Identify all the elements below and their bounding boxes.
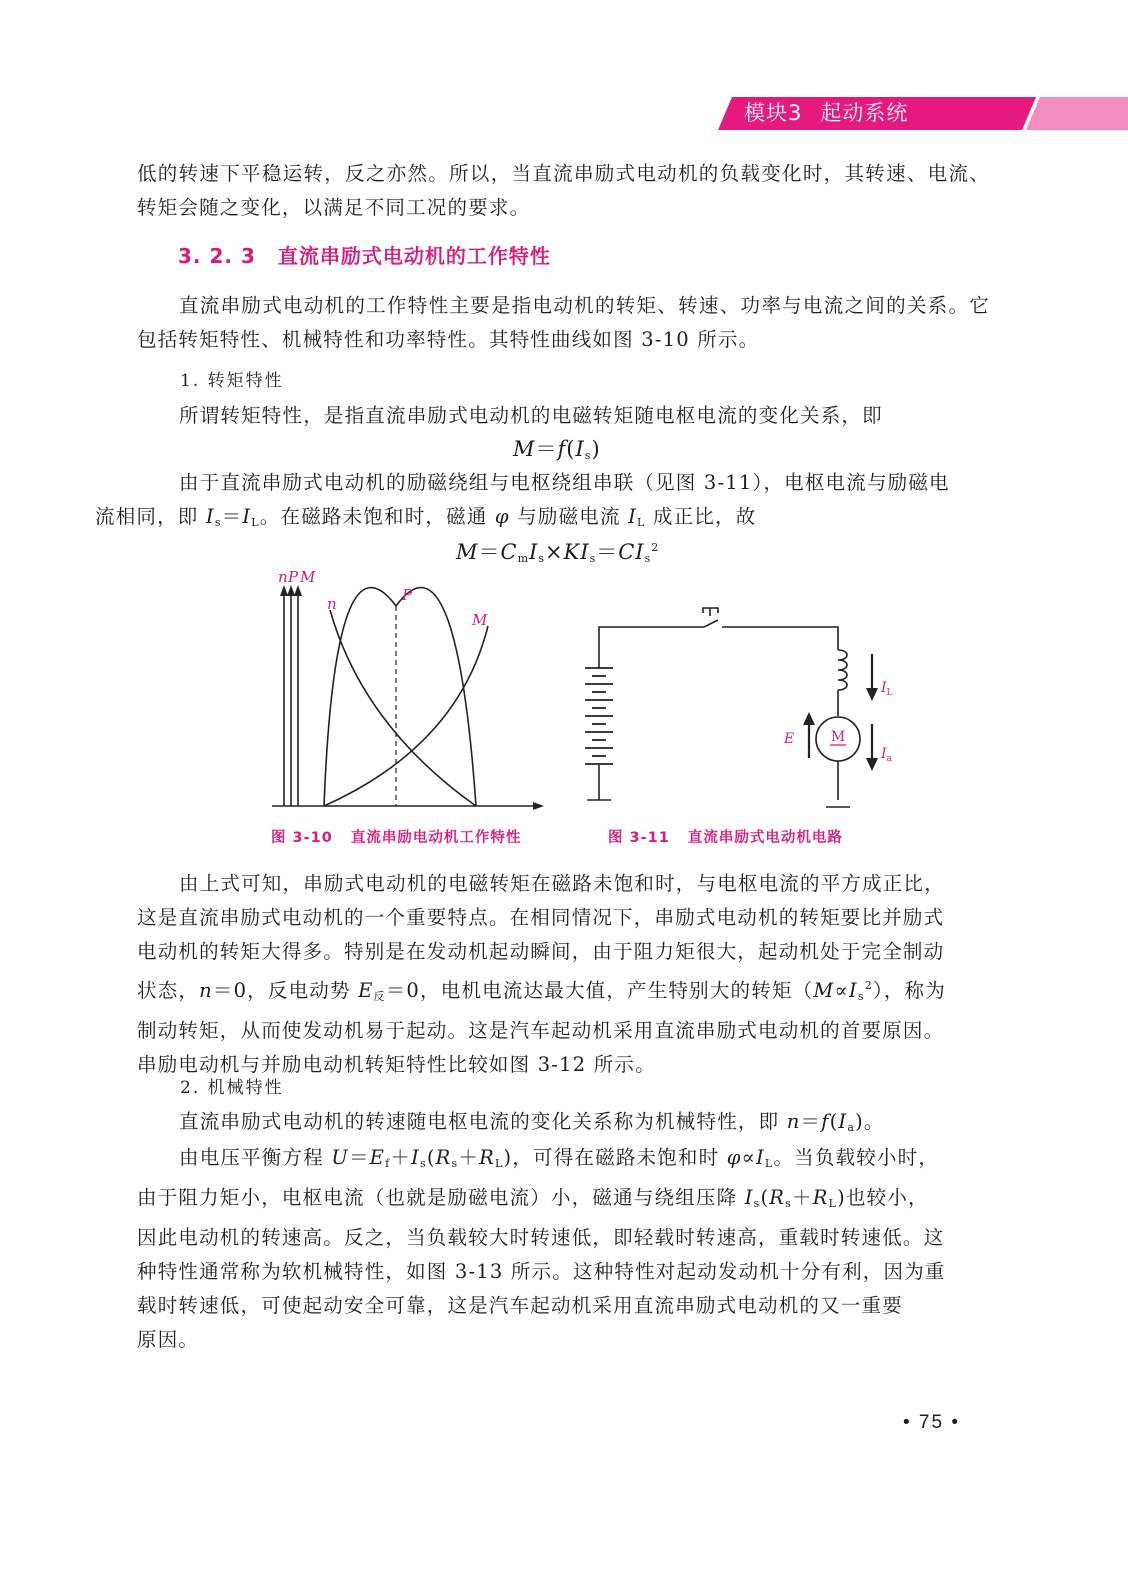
mech-line4: 种特性通常称为软机械特性，如图 3-13 所示。这种特性对起动发动机十分有利，因为重 <box>137 1260 946 1283</box>
formula1-I: I <box>575 437 585 461</box>
conclusion-l4d: ），称为 <box>872 979 946 1002</box>
mech-line5: 载时转速低，可使起动安全可靠，这是汽车起动机采用直流串励式电动机的又一重要 <box>137 1294 903 1317</box>
e-label: E <box>784 731 795 747</box>
formula1-close: ) <box>591 437 601 461</box>
formula1-lhs: M <box>513 437 536 461</box>
series-l2d: 成正比，故 <box>645 505 757 528</box>
mech-l2a: 由于阻力矩小，电枢电流（也就是励磁电流）小，磁通与绕组压降 <box>137 1186 745 1209</box>
series-line1: 由于直流串励式电动机的励磁绕组与电枢绕组串联（见图 3-11），电枢电流与励磁电 <box>179 471 950 494</box>
mechanical-paragraph: 由电压平衡方程 $U=E_f+I_s(R_s+R_L)$，可得在磁路未饱和时 $\varphi\propto I_L$。当负载较小时， 由于阻力矩小，电枢电流（也就是励磁电流）小，磁通与绕组压降 $I_s(R_s+R_L)$也较小， 因此电动机的转速高。反之，当负载较大时转速低，即轻载时转速高，重载时转速低。这 种特性通常称为软机械特性，如图 3-13 所示。这种特性对起动发动机十分有利，因为重 载时转速低，可使起动安全可靠，这是汽车起动机采用直流串励式电动机的又一重要 原因。 <box>137 1146 946 1351</box>
figure1-caption <box>271 826 521 847</box>
figure2-caption-number: 图 3-11 <box>608 830 670 846</box>
series-l2b: 。在磁路未饱和时，磁通 <box>259 505 495 528</box>
figure2-caption-text: 直流串励式电动机电路 <box>687 830 843 846</box>
motor-label: M <box>830 729 846 745</box>
wire-top-right <box>722 627 838 650</box>
conclusion-line3: 电动机的转矩大得多。特别是在发动机起动瞬间，由于阻力矩很大，起动机处于完全制动 <box>137 940 945 963</box>
formula1-sub: s <box>584 449 592 462</box>
mech-def-b: 。 <box>863 1110 885 1133</box>
intro-paragraph: 低的转速下平稳运转，反之亦然。所以，当直流串励式电动机的负载变化时，其转速、电流、转矩会随之变化，以满足不同工况的要求。 <box>137 162 990 219</box>
series-l2a: 流相同，即 <box>95 505 206 528</box>
n-axis-label: n <box>278 568 288 586</box>
header-chapter: 起动系统 <box>820 101 909 125</box>
series-l2c: 与励磁电流 <box>509 505 629 528</box>
p-axis-arrow <box>287 585 295 596</box>
m-curve <box>324 626 488 806</box>
m-axis-label: M <box>300 568 316 586</box>
subhead-torque: 1. 转矩特性 <box>180 371 284 391</box>
p-curve-label: P <box>402 586 413 604</box>
section-number: 3. 2. 3 <box>178 244 256 268</box>
formula1-f: f <box>557 437 567 461</box>
m-curve-label: M <box>472 611 488 629</box>
header-title <box>744 98 908 129</box>
field-coil <box>838 650 847 690</box>
mech-l1c: 。当负载较小时， <box>773 1146 940 1169</box>
conclusion-l4c: ＝0，电机电流达最大值，产生特别大的转矩（ <box>385 979 814 1002</box>
il-label: $I_L$ <box>881 680 893 698</box>
formula1-open: ( <box>566 437 576 461</box>
mech-def-a: 直流串励式电动机的转速随电枢电流的变化关系称为机械特性，即 <box>179 1110 787 1133</box>
conclusion-paragraph: 由上式可知，串励式电动机的电磁转矩在磁路未饱和时，与电枢电流的平方成正比， 这是直流串励式电动机的一个重要特点。在相同情况下，串励式电动机的转矩要比并励式 电动机的转矩大得多。特别是在发动机起动瞬间，由于阻力矩很大，起动机处于完全制动 状态，n＝0，反电动势 $E_反=0$，电机电流达最大值，产生特别大的转矩$(M\propto I_s^2)$，称为 制动转矩，从而使发动机易于起动。这是汽车起动机采用直流串励式电动机的首要原因。 串励电动机与并励电动机转矩特性比较如图 3-12 所示。 <box>137 872 946 1076</box>
section-title <box>178 240 551 269</box>
p-curve <box>324 588 476 806</box>
conclusion-line5: 制动转矩，从而使发动机易于起动。这是汽车起动机采用直流串励式电动机的首要原因。 <box>137 1019 945 1042</box>
m-axis-arrow <box>294 585 302 596</box>
figure-characteristic-curves <box>268 566 558 816</box>
switch-blade <box>704 620 718 627</box>
n-axis-arrow <box>280 585 288 596</box>
conclusion-line1: 由上式可知，串励式电动机的电磁转矩在磁路未饱和时，与电枢电流的平方成正比， <box>179 872 945 895</box>
wire-top-left <box>599 627 704 668</box>
figure1-caption-text: 直流串励电动机工作特性 <box>350 830 522 846</box>
mech-line6: 原因。 <box>137 1328 200 1351</box>
mech-line3: 因此电动机的转速高。反之，当负载较大时转速低，即轻载时转速高，重载时转速低。这 <box>137 1226 945 1249</box>
section-heading: 直流串励式电动机的工作特性 <box>277 244 551 268</box>
header-module: 模块3 <box>744 101 803 125</box>
formula-torque-function <box>513 433 601 463</box>
torque-definition: 所谓转矩特性，是指直流串励式电动机的电磁转矩随电枢电流的变化关系，即 <box>179 404 883 427</box>
ia-label: $I_a$ <box>881 746 892 764</box>
mech-l2b: 也较小， <box>845 1186 929 1209</box>
subhead-mechanical: 2. 机械特性 <box>180 1078 284 1098</box>
conclusion-line2: 这是直流串励式电动机的一个重要特点。在相同情况下，串励式电动机的转矩要比并励式 <box>137 906 945 929</box>
mechanical-definition: 直流串励式电动机的转速随电枢电流的变化关系称为机械特性，即 $n=f(I_a)$。 <box>179 1110 885 1134</box>
mech-l1a: 由电压平衡方程 <box>179 1146 332 1169</box>
i-axis-arrow <box>533 802 544 810</box>
conclusion-line6: 串励电动机与并励电动机转矩特性比较如图 3-12 所示。 <box>137 1053 656 1076</box>
ia-arrow-head <box>866 758 878 771</box>
overview-paragraph: 直流串励式电动机的工作特性主要是指电动机的转矩、转速、功率与电流之间的关系。它包括转矩特性、机械特性和功率特性。其特性曲线如图 3-10 所示。 <box>137 294 990 351</box>
series-paragraph: 由于直流串励式电动机的励磁绕组与电枢绕组串联（见图 3-11），电枢电流与励磁电 流相同，即 $I_s=I_L$。在磁路未饱和时，磁通 φ 与励磁电流 $I_L$ 成正比，故 <box>95 471 950 529</box>
conclusion-l4a: 状态， <box>137 979 200 1002</box>
figure-motor-circuit <box>570 600 900 815</box>
p-axis-label: P <box>288 568 299 586</box>
conclusion-l4b: ＝0，反电动势 <box>212 979 359 1002</box>
page-number: • 75 • <box>903 1412 960 1433</box>
formula1-eq: ＝ <box>535 437 558 461</box>
il-arrow-head <box>866 688 878 701</box>
n-curve-label: n <box>327 595 337 613</box>
formula-torque-proportional: $M=C_mI_s\times KI_s=CI_s^2$ <box>456 540 660 565</box>
mech-l1b: ，可得在磁路未饱和时 <box>512 1146 727 1169</box>
figure1-caption-number: 图 3-10 <box>271 830 333 846</box>
figure2-caption <box>608 826 843 847</box>
battery-icon <box>585 668 613 764</box>
e-arrow-head <box>803 712 815 725</box>
